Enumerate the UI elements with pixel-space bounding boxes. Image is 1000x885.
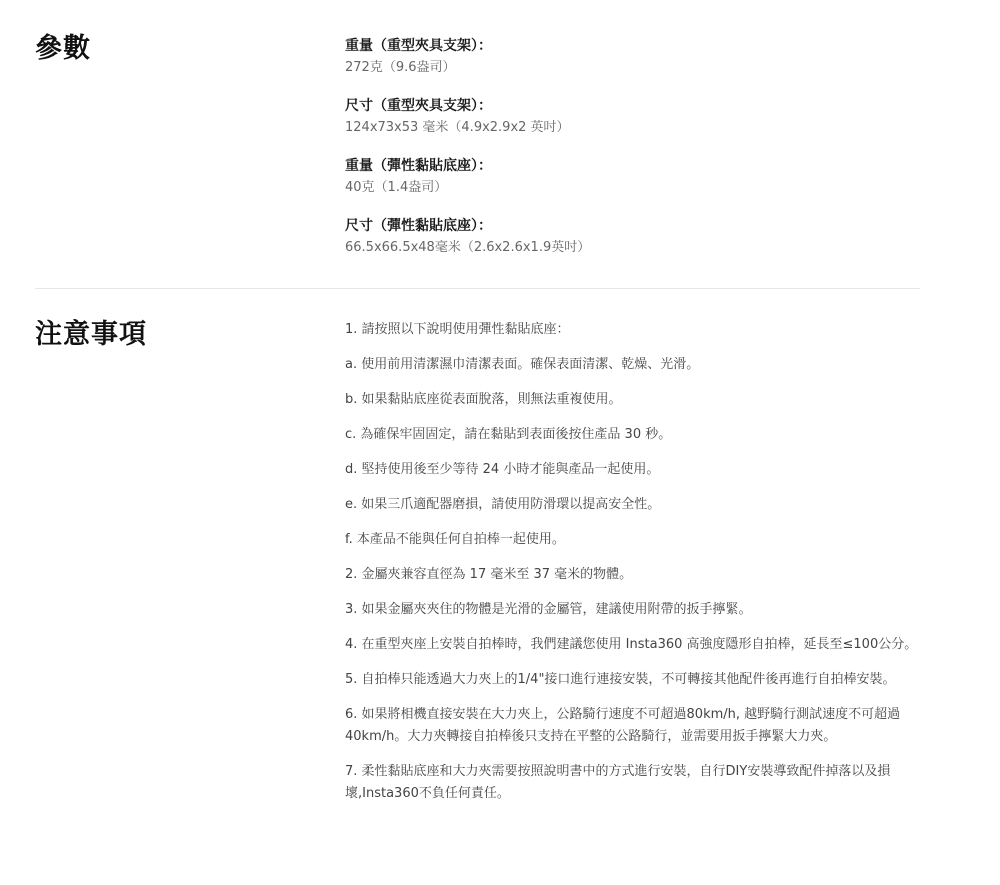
spec-value: 272克（9.6盎司） (345, 60, 456, 75)
note-item: 1. 請按照以下說明使用彈性黏貼底座： (345, 322, 570, 337)
note-item: d. 堅持使用後至少等待 24 小時才能與產品一起使用。 (345, 462, 660, 477)
spec-item-weight-clamp (345, 35, 590, 95)
note-item: b. 如果黏貼底座從表面脫落，則無法重複使用。 (345, 392, 622, 407)
note-item: 3. 如果金屬夾夾住的物體是光滑的金屬管，建議使用附帶的扳手擰緊。 (345, 602, 752, 617)
notes-list (345, 319, 923, 818)
spec-value: 66.5x66.5x48毫米（2.6x2.6x1.9英吋） (345, 240, 591, 255)
specs-section (0, 0, 1000, 288)
note-item: 7. 柔性黏貼底座和大力夾需要按照說明書中的方式進行安裝，自行DIY安裝導致配件掉落以及損壞,Insta360不負任何責任。 (345, 764, 891, 801)
spec-item-size-clamp (345, 95, 590, 155)
notes-heading: 注意事項 (35, 319, 147, 350)
spec-label: 重量（重型夾具支架）： (345, 38, 492, 54)
spec-label: 尺寸（重型夾具支架）： (345, 98, 492, 114)
note-item: f. 本產品不能與任何自拍棒一起使用。 (345, 532, 565, 547)
spec-label: 尺寸（彈性黏貼底座）： (345, 218, 492, 234)
specs-list (345, 35, 590, 275)
spec-label: 重量（彈性黏貼底座）： (345, 158, 492, 174)
notes-section (0, 319, 1000, 885)
note-item: 4. 在重型夾座上安裝自拍棒時，我們建議您使用 Insta360 高強度隱形自拍棒，延長至≤100公分。 (345, 637, 918, 652)
spec-item-size-mount (345, 215, 590, 275)
note-item: 6. 如果將相機直接安裝在大力夾上，公路騎行速度不可超過80km/h, 越野騎行測試速度不可超過40km/h。大力夾轉接自拍棒後只支持在平整的公路騎行，並需要用扳手擰緊大力夾。 (345, 707, 901, 744)
note-item: c. 為確保牢固固定，請在黏貼到表面後按住產品 30 秒。 (345, 427, 672, 442)
spec-item-weight-mount (345, 155, 590, 215)
note-item: e. 如果三爪適配器磨損，請使用防滑環以提高安全性。 (345, 497, 661, 512)
spec-value: 40克（1.4盎司） (345, 180, 448, 195)
specs-heading: 參數 (35, 33, 91, 64)
note-item: a. 使用前用清潔濕巾清潔表面。確保表面清潔、乾燥、光滑。 (345, 357, 700, 372)
section-divider (35, 288, 920, 289)
note-item: 2. 金屬夾兼容直徑為 17 毫米至 37 毫米的物體。 (345, 567, 633, 582)
spec-value: 124x73x53 毫米（4.9x2.9x2 英吋） (345, 120, 570, 135)
note-item: 5. 自拍棒只能透過大力夾上的1/4"接口進行連接安裝，不可轉接其他配件後再進行自拍棒安裝。 (345, 672, 896, 687)
